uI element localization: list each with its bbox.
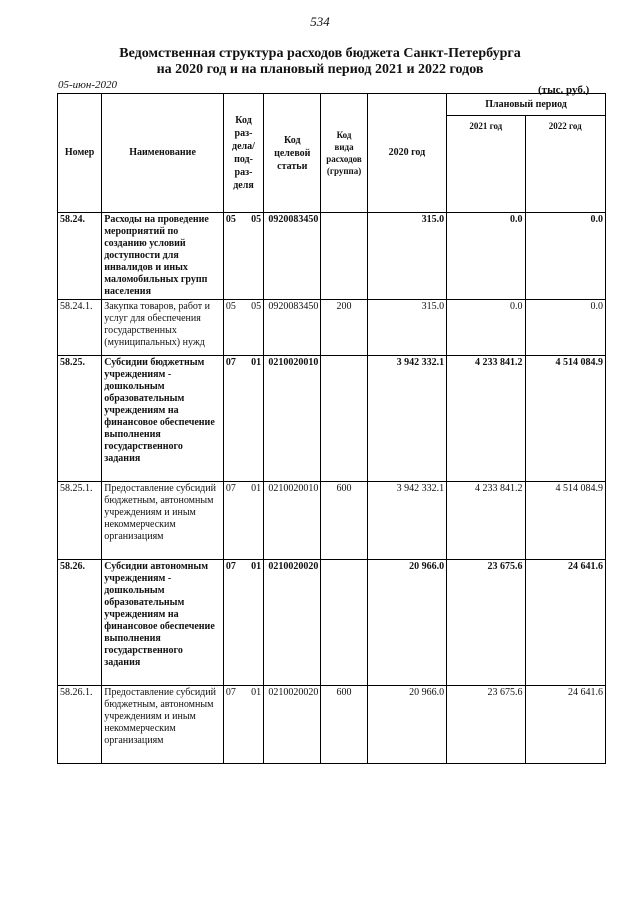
row-section-code xyxy=(223,300,263,356)
table-row xyxy=(58,213,606,300)
row-razdel: 07 xyxy=(225,357,236,368)
table-body xyxy=(58,213,606,764)
row-amount-2021: 0.0 xyxy=(447,300,525,356)
row-amount-2020: 315.0 xyxy=(367,213,446,300)
row-podrazdel: 01 xyxy=(251,561,262,572)
row-section-code xyxy=(223,213,263,300)
row-amount-2022: 0.0 xyxy=(525,213,606,300)
row-podrazdel: 05 xyxy=(251,301,262,312)
header-name: Наименование xyxy=(102,94,224,213)
table-row xyxy=(58,482,606,560)
header-2022: 2022 год xyxy=(525,116,606,213)
row-section-code xyxy=(223,482,263,560)
row-amount-2022: 24 641.6 xyxy=(525,686,606,764)
row-razdel: 05 xyxy=(225,214,236,225)
row-amount-2020: 3 942 332.1 xyxy=(367,356,446,482)
row-number: 58.24. xyxy=(58,213,102,300)
row-razdel: 07 xyxy=(225,483,236,494)
row-number: 58.26.1. xyxy=(58,686,102,764)
row-target-code: 0920083450 xyxy=(264,300,321,356)
page-number: 534 xyxy=(310,14,330,29)
table-row xyxy=(58,356,606,482)
row-target-code: 0210020020 xyxy=(264,686,321,764)
row-expense-type xyxy=(321,560,367,686)
row-target-code: 0920083450 xyxy=(264,213,321,300)
row-target-code: 0210020010 xyxy=(264,482,321,560)
row-amount-2021: 4 233 841.2 xyxy=(447,356,525,482)
header-target-text: Код целевой статьи xyxy=(274,134,311,172)
title-line-2: на 2020 год и на плановый период 2021 и 2022 годов xyxy=(156,62,484,77)
header-2021: 2021 год xyxy=(447,116,525,213)
title-line-1: Ведомственная структура расходов бюджета Санкт-Петербурга xyxy=(119,46,521,61)
row-section-code xyxy=(223,560,263,686)
row-number: 58.24.1. xyxy=(58,300,102,356)
row-amount-2020: 20 966.0 xyxy=(367,686,446,764)
header-expense-type xyxy=(321,94,367,213)
row-name: Субсидии бюджетным учреждениям - дошкольным образовательным учреждениям на финансовое обеспечение выполнения государственного задания xyxy=(102,356,224,482)
row-section-code xyxy=(223,686,263,764)
header-planned: Плановый период xyxy=(447,94,606,116)
row-amount-2022: 4 514 084.9 xyxy=(525,356,606,482)
units-label: (тыс. руб.) xyxy=(538,84,590,96)
row-expense-type xyxy=(321,356,367,482)
row-amount-2022: 4 514 084.9 xyxy=(525,482,606,560)
row-razdel: 07 xyxy=(225,687,236,698)
document-date: 05-июн-2020 xyxy=(58,79,118,91)
row-podrazdel: 01 xyxy=(251,357,262,368)
table-row xyxy=(58,560,606,686)
header-target xyxy=(264,94,321,213)
row-name: Закупка товаров, работ и услуг для обеспечения государственных (муниципальных) нужд xyxy=(102,300,224,356)
budget-table xyxy=(57,93,606,764)
header-section xyxy=(223,94,263,213)
header-expense-type-text: Код вида расходов (группа) xyxy=(326,130,362,176)
row-expense-type: 600 xyxy=(321,686,367,764)
row-expense-type xyxy=(321,213,367,300)
row-razdel: 07 xyxy=(225,561,236,572)
header-number: Номер xyxy=(58,94,102,213)
document-title xyxy=(0,46,640,78)
row-amount-2020: 315.0 xyxy=(367,300,446,356)
row-name: Расходы на проведение мероприятий по созданию условий доступности для инвалидов и иных маломобильных групп населения xyxy=(102,213,224,300)
row-podrazdel: 01 xyxy=(251,687,262,698)
table-row xyxy=(58,686,606,764)
row-target-code: 0210020020 xyxy=(264,560,321,686)
row-name: Предоставление субсидий бюджетным, автономным учреждениям и иным некоммерческим организациям xyxy=(102,686,224,764)
row-expense-type: 200 xyxy=(321,300,367,356)
row-amount-2021: 23 675.6 xyxy=(447,686,525,764)
row-name: Предоставление субсидий бюджетным, автономным учреждениям и иным некоммерческим организациям xyxy=(102,482,224,560)
row-target-code: 0210020010 xyxy=(264,356,321,482)
row-number: 58.26. xyxy=(58,560,102,686)
row-amount-2022: 0.0 xyxy=(525,300,606,356)
row-name: Субсидии автономным учреждениям - дошкольным образовательным учреждениям на финансовое обеспечение выполнения государственного задания xyxy=(102,560,224,686)
row-expense-type: 600 xyxy=(321,482,367,560)
row-section-code xyxy=(223,356,263,482)
row-number: 58.25.1. xyxy=(58,482,102,560)
row-amount-2022: 24 641.6 xyxy=(525,560,606,686)
header-section-text: Код раз- дела/ под- раз- деля xyxy=(232,115,255,191)
row-amount-2021: 4 233 841.2 xyxy=(447,482,525,560)
row-podrazdel: 05 xyxy=(251,214,262,225)
row-podrazdel: 01 xyxy=(251,483,262,494)
table-row xyxy=(58,300,606,356)
row-amount-2020: 3 942 332.1 xyxy=(367,482,446,560)
row-number: 58.25. xyxy=(58,356,102,482)
row-razdel: 05 xyxy=(225,301,236,312)
row-amount-2020: 20 966.0 xyxy=(367,560,446,686)
header-2020: 2020 год xyxy=(367,94,446,213)
row-amount-2021: 0.0 xyxy=(447,213,525,300)
row-amount-2021: 23 675.6 xyxy=(447,560,525,686)
